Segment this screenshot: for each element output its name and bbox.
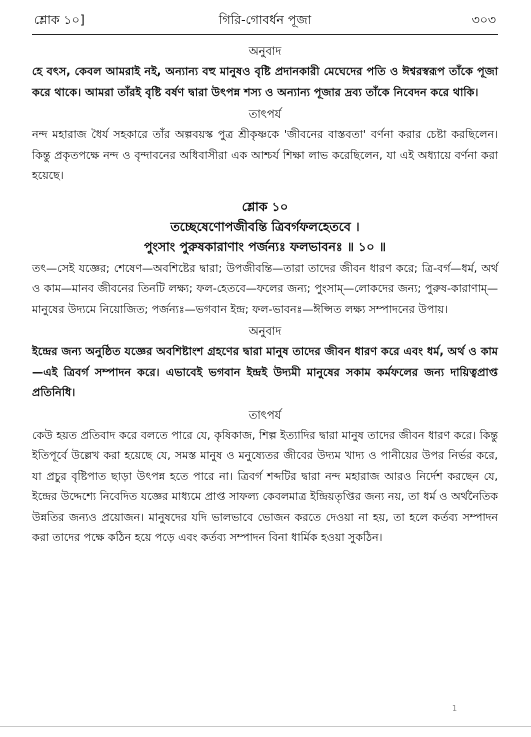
page-body — [32, 44, 498, 549]
verse-title: শ্লোক ১০ — [241, 198, 289, 214]
purport-heading-2: তাৎপর্য — [248, 407, 282, 422]
purport-text: নন্দ মহারাজ ধৈর্য সহকারে তাঁর অল্পবয়স্ক পুত্র শ্রীকৃষ্ণকে 'জীবনের বাস্তবতা' বর্ণনা করার চেষ্টা করছিলেন। কিন্তু প্রকৃতপক্ষে নন্দ ও বৃন্দাবনের অধিবাসীরা এক আশ্চর্য শিক্ষা লাভ করেছিলেন, যা এই অধ্যায়ে বর্ণনা করা হয়েছে। — [32, 128, 498, 182]
translation-text-2: ইন্দ্রের জন্য অনুষ্ঠিত যজ্ঞের অবশিষ্টাংশ গ্রহণের দ্বারা মানুষ তাদের জীবন ধারণ করে এবং ধর্ম, অর্থ ও কাম—এই ত্রিবর্গ সম্পাদন করে। এভাবেই ভগবান ইন্দ্রই উদ্যমী মানুষের সকাম কর্মফলের জন্য দায়িত্বপ্রাপ্ত প্রতিনিধি। — [32, 345, 498, 399]
running-header — [34, 12, 496, 32]
purport-heading: তাৎপর্য — [248, 107, 282, 121]
translation-text: হে বৎস, কেবল আমরাই নই, অন্যান্য বহু মানুষও বৃষ্টি প্রদানকারী মেঘেদের পতি ও ঈশ্বরস্বরূপ তাঁকে পূজা করে থাকে। আমরা তাঁরই বৃষ্টি বর্ষণ দ্বারা উৎপন্ন শস্য ও অন্যান্য পূজার দ্রব্য তাঁকে নিবেদন করে থাকি। — [32, 65, 498, 99]
scan-edge-line — [0, 726, 531, 727]
chapter-title: গিরি-গোবর্ধন পূজা — [218, 12, 312, 27]
translation-heading: অনুবাদ — [248, 44, 282, 58]
word-for-word-synonyms: তৎ—সেই যজ্ঞের; শেষেণ—অবশিষ্টের দ্বারা; উপজীবন্তি—তারা তাদের জীবন ধারণ করে; ত্রি-বর্গ—ধর্ম, অর্থ ও কাম—মানব জীবনের তিনটি লক্ষ্য; ফল-হেতবে—ফলের জন্য; পুংসাম্—লোকদের জন্য; পুরুষ-কারাণাম্—মানুষের উদ্যমে নিয়োজিত; পর্জন্যঃ—ভগবান ইন্দ্র; ফল-ভাবনঃ—ঈপ্সিত লক্ষ্য সম্পাদনের উপায়। — [32, 261, 498, 316]
purport-text-2: কেউ হয়ত প্রতিবাদ করে বলতে পারে যে, কৃষিকাজ, শিল্প ইত্যাদির দ্বারা মানুষ তাদের জীবন ধারণ করে। কিন্তু ইতিপূর্বে উল্লেখ করা হয়েছে যে, সমস্ত মানুষ ও মনুষ্যেতর জীবের উদ্যম খাদ্য ও পানীয়ের উপর নির্ভর করে, যা প্রচুর বৃষ্টিপাত ছাড়া উৎপন্ন হতে পারে না। ত্রিবর্গ শব্দটির দ্বারা নন্দ মহারাজ আরও নির্দেশ করছেন যে, ইন্দ্রের উদ্দেশ্যে নিবেদিত যজ্ঞের মাধ্যমে প্রাপ্ত সাফল্য কেবলমাত্র ইন্দ্রিয়তৃপ্তির জন্য নয়, তা ধর্ম ও অর্থনৈতিক উন্নতির জন্যও প্রয়োজন। মানুষদের যদি ভালভাবে ভোজন করতে দেওয়া না হয়, তা হলে কর্তব্য সম্পাদন করা তাদের পক্ষে কঠিন হয়ে পড়ে এবং কর্তব্য সম্পাদন বিনা ধার্মিক হওয়া সুকঠিন। — [32, 428, 498, 544]
verse-line-1: তচ্ছেষেণোপজীবন্তি ত্রিবর্গফলহেতবে । — [170, 218, 360, 234]
verse-reference: শ্লোক ১০] — [34, 12, 85, 27]
page-number: ৩০৩ — [471, 12, 496, 27]
corner-mark: 1 — [452, 704, 458, 713]
verse-line-2: পুংসাং পুরুষকারাণাং পর্জন্যঃ ফলভাবনঃ ॥ ১০ ॥ — [144, 238, 386, 254]
translation-heading-2: অনুবাদ — [248, 324, 282, 338]
header-divider — [32, 34, 498, 35]
